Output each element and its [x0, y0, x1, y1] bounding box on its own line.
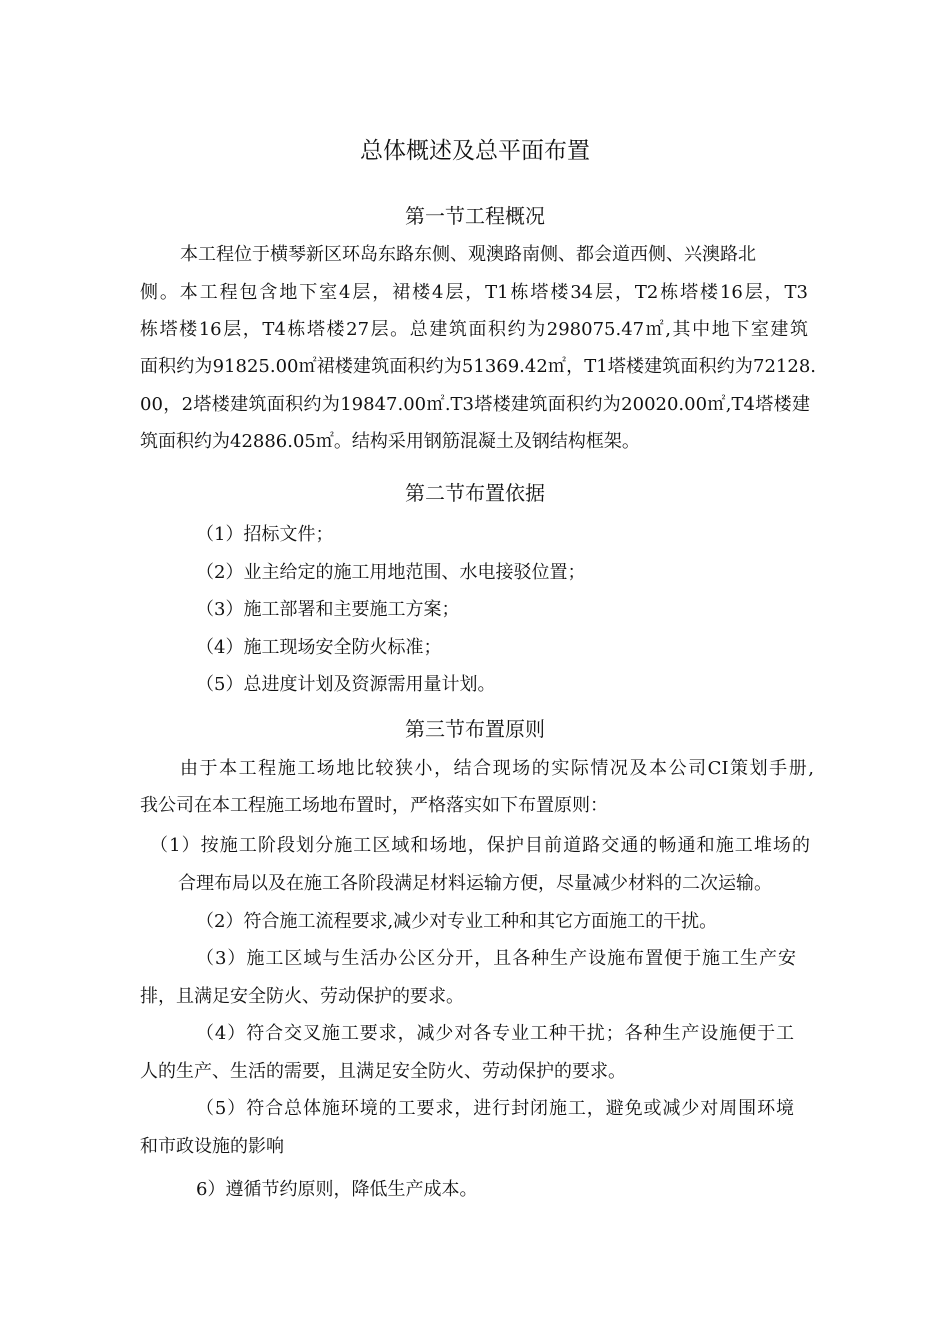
paragraph-line: 筑面积约为42886.05㎡。结构采用钢筋混凝土及钢结构框架。 — [140, 431, 640, 452]
list-item: （5）总进度计划及资源需用量计划。 — [196, 674, 496, 695]
paragraph-line: 我公司在本工程施工场地布置时，严格落实如下布置原则： — [140, 795, 608, 816]
paragraph-line: 栋塔楼16层，T4栋塔楼27层。总建筑面积约为298075.47㎡,其中地下室建筑 — [140, 319, 808, 340]
section-heading-basis: 第二节布置依据 — [405, 481, 545, 505]
principle-3-line: 排，且满足安全防火、劳动保护的要求。 — [140, 986, 464, 1007]
section-heading-overview: 第一节工程概况 — [405, 204, 545, 228]
paragraph-line: 侧。本工程包含地下室4层，裙楼4层，T1栋塔楼34层，T2栋塔楼16层，T3 — [140, 282, 808, 303]
principle-1-line: 合理布局以及在施工各阶段满足材料运输方便，尽量减少材料的二次运输。 — [178, 873, 772, 894]
paragraph-line: 由于本工程施工场地比较狭小，结合现场的实际情况及本公司CI策划手册, — [180, 758, 814, 779]
page-title: 总体概述及总平面布置 — [360, 138, 590, 164]
principle-2: （2）符合施工流程要求,减少对专业工种和其它方面施工的干扰。 — [196, 911, 718, 932]
principle-4-line: 人的生产、生活的需要，且满足安全防火、劳动保护的要求。 — [140, 1061, 626, 1082]
list-item: （2）业主给定的施工用地范围、水电接驳位置； — [196, 562, 586, 583]
paragraph-line: 本工程位于横琴新区环岛东路东侧、观澳路南侧、都会道西侧、兴澳路北 — [180, 244, 756, 265]
paragraph-line: 面积约为91825.00㎡裙楼建筑面积约为51369.42㎡，T1塔楼建筑面积约为72128. — [140, 356, 816, 377]
list-item: （1）招标文件； — [196, 524, 334, 545]
principle-5-line: 和市政设施的影响 — [140, 1136, 284, 1157]
principle-3-line: （3）施工区域与生活办公区分开，且各种生产设施布置便于施工生产安 — [196, 948, 796, 969]
list-item: （3）施工部署和主要施工方案； — [196, 599, 460, 620]
principle-5-line: （5）符合总体施环境的工要求，进行封闭施工，避免或减少对周围环境 — [196, 1098, 794, 1119]
list-item: （4）施工现场安全防火标准； — [196, 637, 442, 658]
principle-4-line: （4）符合交叉施工要求，减少对各专业工种干扰；各种生产设施便于工 — [196, 1023, 794, 1044]
principle-6: 6）遵循节约原则，降低生产成本。 — [196, 1179, 478, 1200]
principle-1-line: （1）按施工阶段划分施工区域和场地，保护目前道路交通的畅通和施工堆场的 — [150, 835, 810, 856]
paragraph-line: 00，2塔楼建筑面积约为19847.00㎡.T3塔楼建筑面积约为20020.00㎡,T4塔楼建 — [140, 394, 810, 415]
section-heading-principles: 第三节布置原则 — [405, 717, 545, 741]
